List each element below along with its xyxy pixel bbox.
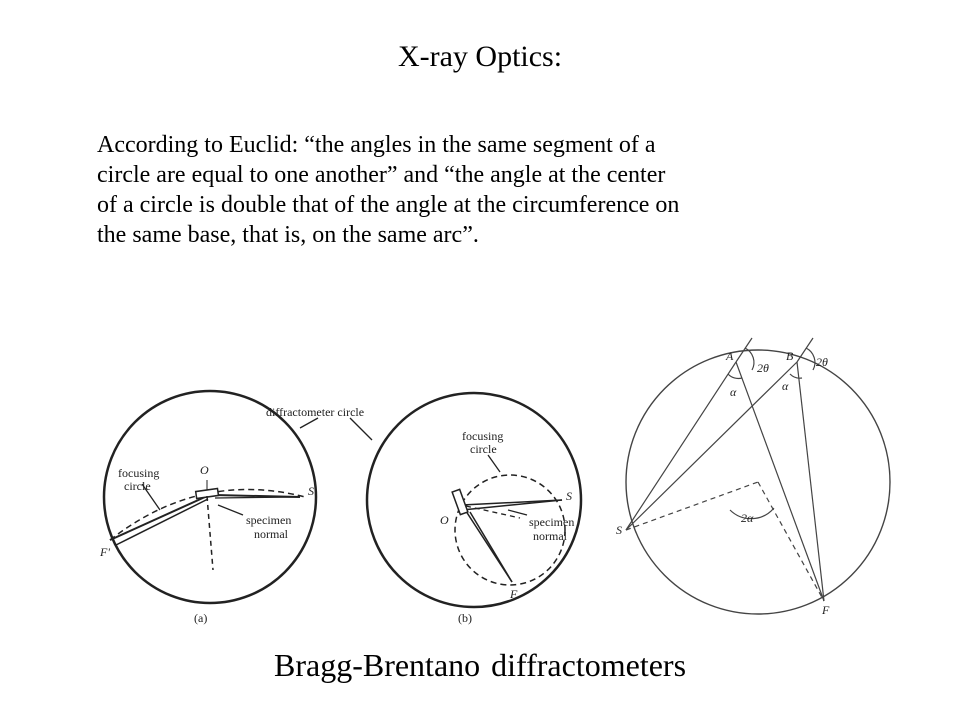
specimen-normal-label-a: specimen	[246, 513, 292, 527]
label-F-b: F	[510, 587, 518, 601]
specimen-normal-label-a: normal	[254, 527, 288, 541]
specimen-normal-label-b: specimen	[529, 515, 575, 529]
two-theta-arc-A	[745, 348, 754, 370]
paragraph-line: of a circle is double that of the angle at the circumference on	[97, 192, 680, 218]
focusing-circle-label-b: circle	[470, 442, 497, 456]
label-alpha-B: α	[782, 379, 789, 393]
paragraph-line: According to Euclid: “the angles in the same segment of a	[97, 132, 656, 158]
focusing-circle-label-a: focusing	[118, 466, 160, 480]
panel-a-label: (a)	[194, 611, 208, 625]
label-F-prime: F'	[100, 545, 110, 559]
paragraph-line: circle are equal to one another” and “the angle at the center	[97, 162, 666, 188]
focusing-circle-label-b: focusing	[462, 429, 504, 443]
label-S-a: S	[308, 484, 314, 498]
focusing-circle-label-a: circle	[124, 479, 151, 493]
label-B: B	[786, 349, 794, 363]
label-two-theta-B: 2θ	[816, 355, 828, 369]
panel-a-diagram	[104, 391, 316, 603]
beam-line-a	[215, 497, 300, 498]
radius-to-F	[758, 482, 824, 601]
chord-S-B	[626, 362, 797, 530]
label-two-theta-A: 2θ	[757, 361, 769, 375]
beam-line-b	[470, 512, 512, 582]
arrow-line	[508, 510, 527, 515]
arrow-line	[218, 505, 243, 515]
panel-b-diagram	[367, 393, 581, 607]
arrow-line	[300, 418, 318, 428]
radius-to-S	[626, 482, 758, 530]
page-title: X-ray Optics:	[397, 40, 563, 73]
figure-caption: Bragg-Brentano diffractometers	[273, 647, 687, 683]
chord-S-A	[626, 362, 736, 530]
label-S-b: S	[566, 489, 572, 503]
alpha-arc-B	[790, 374, 802, 378]
label-A: A	[726, 349, 734, 363]
diffractometer-circle-label: diffractometer circle	[266, 405, 365, 419]
label-F-right: F	[822, 603, 830, 617]
beam-line-a	[116, 499, 208, 545]
label-two-alpha: 2α	[741, 511, 754, 525]
paragraph-line: the same base, that is, on the same arc”.	[97, 222, 479, 248]
panel-b-label: (b)	[458, 611, 472, 625]
label-O-b: O	[440, 513, 449, 527]
specimen-normal-b	[466, 506, 520, 518]
label-O-a: O	[200, 463, 209, 477]
label-alpha-A: α	[730, 385, 737, 399]
specimen-normal-label-b: normal	[533, 529, 567, 543]
label-S-right: S	[616, 523, 622, 537]
arrow-line	[350, 418, 372, 440]
specimen-normal-a	[207, 496, 213, 570]
euclid-construction	[626, 338, 890, 614]
alpha-arc-A	[728, 374, 742, 379]
specimen-b	[452, 489, 468, 514]
beam-line-a	[110, 497, 205, 540]
arrow-line	[488, 455, 500, 472]
